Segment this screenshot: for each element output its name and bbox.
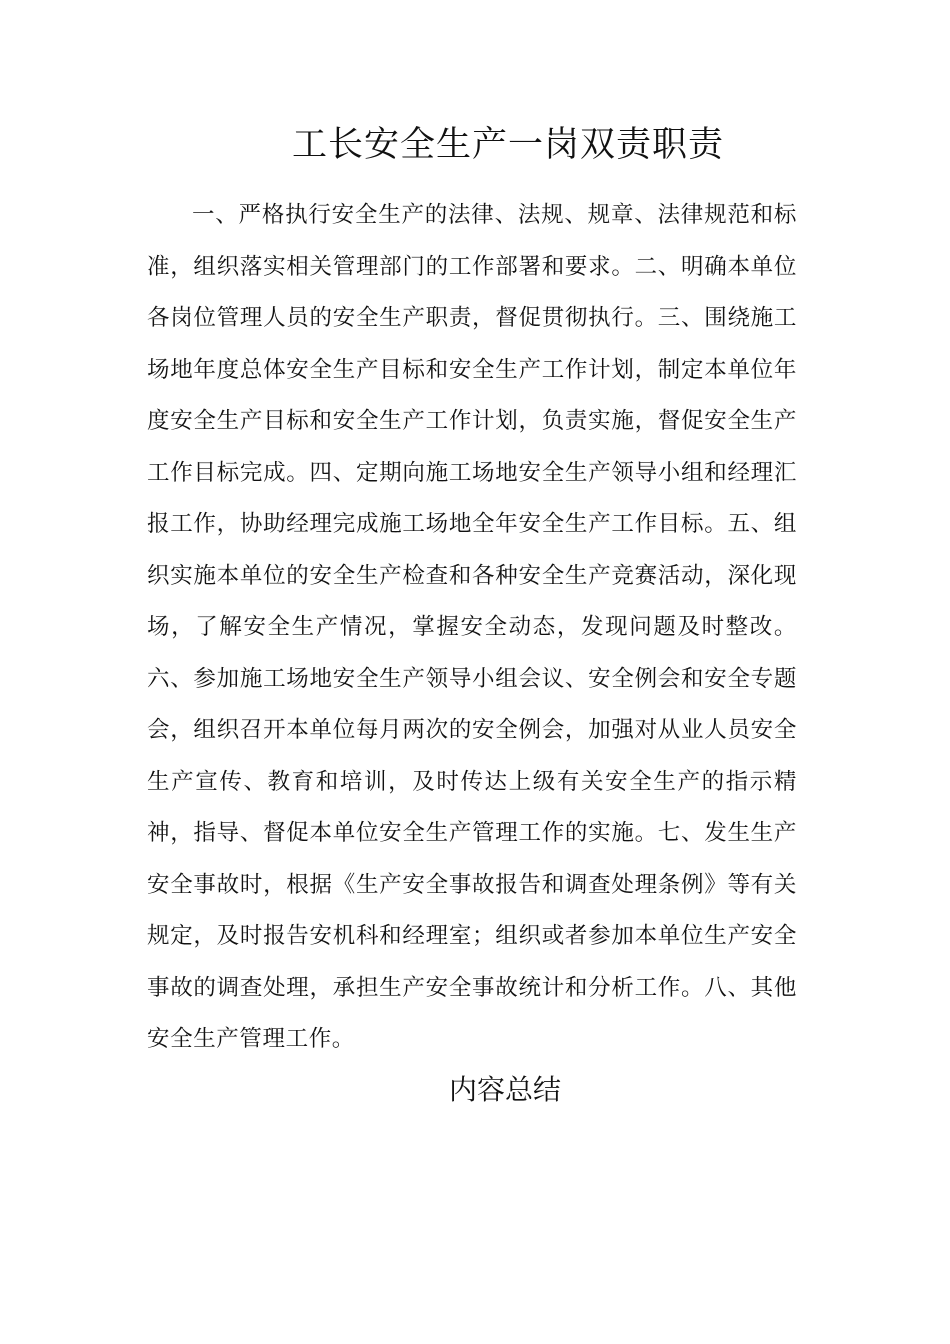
document-body-paragraph: 一、严格执行安全生产的法律、法规、规章、法律规范和标准，组织落实相关管理部门的工作部署和要求。二、明确本单位各岗位管理人员的安全生产职责，督促贯彻执行。三、围绕施工场地年度总体安全生产目标和安全生产工作计划，制定本单位年度安全生产目标和安全生产工作计划，负责实施，督促安全生产工作目标完成。四、定期向施工场地安全生产领导小组和经理汇报工作，协助经理完成施工场地全年安全生产工作目标。五、组织实施本单位的安全生产检查和各种安全生产竞赛活动，深化现场，了解安全生产情况，掌握安全动态，发现问题及时整改。六、参加施工场地安全生产领导小组会议、安全例会和安全专题会，组织召开本单位每月两次的安全例会，加强对从业人员安全生产宣传、教育和培训，及时传达上级有关安全生产的指示精神，指导、督促本单位安全生产管理工作的实施。七、发生生产安全事故时，根据《生产安全事故报告和调查处理条例》等有关规定，及时报告安机科和经理室；组织或者参加本单位生产安全事故的调查处理，承担生产安全事故统计和分析工作。八、其他安全生产管理工作。 xyxy=(147,202,797,1052)
summary-heading: 内容总结 xyxy=(448,1073,561,1106)
document-title: 工长安全生产一岗双责职责 xyxy=(291,125,724,165)
